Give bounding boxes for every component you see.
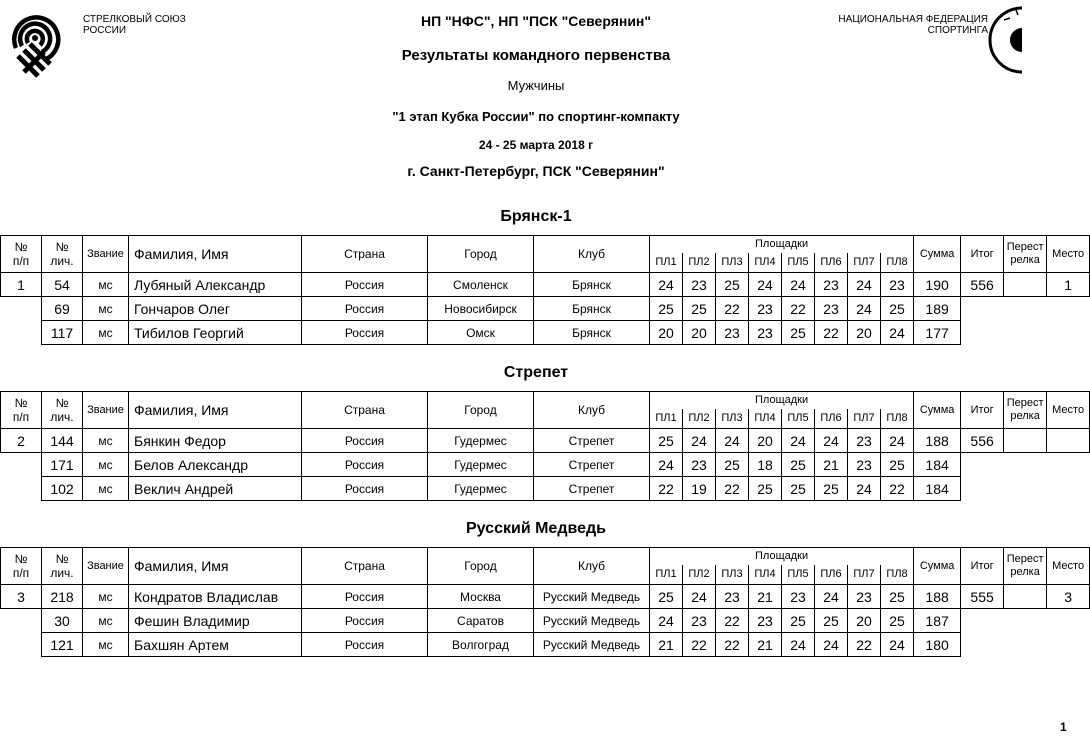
row-empty (1047, 633, 1090, 657)
row-score: 25 (815, 609, 848, 633)
row-rank: мс (83, 609, 129, 633)
row-city: Гудермес (428, 429, 534, 453)
col-shootoff: Перест релка (1004, 392, 1047, 429)
row-empty (1004, 321, 1047, 345)
row-score: 24 (749, 273, 782, 297)
event-location: г. Санкт-Петербург, ПСК "Северянин" (407, 163, 665, 179)
org-title: НП "НФС", НП "ПСК "Северянин" (420, 13, 652, 29)
row-empty (1004, 297, 1047, 321)
row-country: Россия (302, 273, 428, 297)
event-dates: 24 - 25 марта 2018 г (478, 138, 594, 152)
col-name: Фамилия, Имя (129, 236, 302, 273)
row-score: 25 (881, 609, 914, 633)
row-score: 20 (650, 321, 683, 345)
row-rank: мс (83, 297, 129, 321)
col-pl: ПЛ7 (848, 409, 881, 429)
row-club: Стрепет (534, 429, 650, 453)
col-pl: ПЛ3 (716, 253, 749, 273)
row-score: 23 (815, 273, 848, 297)
row-sum: 184 (914, 453, 961, 477)
results-table (0, 547, 1090, 657)
row-score: 23 (683, 453, 716, 477)
col-place: Место (1047, 548, 1090, 585)
row-score: 24 (848, 273, 881, 297)
right-org-line2: СПОРТИНГА (927, 25, 988, 36)
col-name: Фамилия, Имя (129, 548, 302, 585)
row-empty (1047, 609, 1090, 633)
row-name: Лубяный Александр (129, 273, 302, 297)
col-total: Итог (961, 236, 1004, 273)
table-row (1, 273, 1090, 297)
row-score: 24 (683, 585, 716, 609)
table-row (1, 477, 1090, 501)
row-num-empty (1, 633, 42, 657)
right-org-line1: НАЦИОНАЛЬНАЯ ФЕДЕРАЦИЯ (838, 14, 988, 25)
row-lic: 54 (42, 273, 83, 297)
col-pl: ПЛ6 (815, 409, 848, 429)
col-lic: № лич. (42, 392, 83, 429)
row-score: 24 (848, 477, 881, 501)
row-shootoff (1004, 273, 1047, 297)
row-empty (1047, 453, 1090, 477)
row-num-empty (1, 477, 42, 501)
left-org-line2: РОССИИ (83, 25, 127, 36)
row-score: 24 (716, 429, 749, 453)
row-score: 24 (650, 609, 683, 633)
row-city: Омск (428, 321, 534, 345)
row-empty (961, 321, 1004, 345)
team-title: Русский Медведь (466, 520, 606, 537)
row-score: 22 (716, 297, 749, 321)
row-score: 23 (848, 453, 881, 477)
row-score: 24 (881, 429, 914, 453)
col-pl: ПЛ1 (650, 565, 683, 585)
row-country: Россия (302, 633, 428, 657)
row-empty (1004, 453, 1047, 477)
row-score: 24 (815, 585, 848, 609)
row-score: 25 (716, 453, 749, 477)
col-pl: ПЛ8 (881, 253, 914, 273)
row-place: 3 (1047, 585, 1090, 609)
row-city: Волгоград (428, 633, 534, 657)
row-shootoff (1004, 585, 1047, 609)
row-country: Россия (302, 297, 428, 321)
row-empty (1047, 297, 1090, 321)
row-total: 556 (961, 429, 1004, 453)
col-num: № п/п (1, 236, 42, 273)
row-empty (1047, 321, 1090, 345)
col-areas: Площадки (650, 392, 914, 409)
col-shootoff: Перест релка (1004, 236, 1047, 273)
row-score: 22 (716, 633, 749, 657)
col-pl: ПЛ8 (881, 409, 914, 429)
row-score: 22 (650, 477, 683, 501)
row-lic: 171 (42, 453, 83, 477)
row-score: 22 (716, 609, 749, 633)
results-table (0, 235, 1090, 345)
col-rank: Звание (83, 548, 129, 585)
row-num: 3 (1, 585, 42, 609)
row-score: 23 (716, 321, 749, 345)
col-total: Итог (961, 548, 1004, 585)
team-title: Стрепет (503, 364, 569, 381)
row-rank: мс (83, 453, 129, 477)
row-club: Русский Медведь (534, 585, 650, 609)
col-name: Фамилия, Имя (129, 392, 302, 429)
row-score: 20 (749, 429, 782, 453)
row-score: 23 (848, 429, 881, 453)
row-rank: мс (83, 477, 129, 501)
table-row (1, 297, 1090, 321)
row-num-empty (1, 609, 42, 633)
row-shootoff (1004, 429, 1047, 453)
table-row (1, 453, 1090, 477)
row-score: 23 (749, 609, 782, 633)
row-score: 24 (815, 429, 848, 453)
row-club: Русский Медведь (534, 633, 650, 657)
row-name: Тибилов Георгий (129, 321, 302, 345)
row-score: 25 (881, 453, 914, 477)
col-pl: ПЛ5 (782, 253, 815, 273)
row-empty (961, 297, 1004, 321)
row-score: 25 (782, 321, 815, 345)
row-score: 24 (782, 273, 815, 297)
row-score: 20 (848, 609, 881, 633)
row-empty (1004, 609, 1047, 633)
row-sum: 188 (914, 585, 961, 609)
row-score: 21 (749, 585, 782, 609)
row-city: Москва (428, 585, 534, 609)
col-pl: ПЛ5 (782, 409, 815, 429)
row-score: 18 (749, 453, 782, 477)
row-num: 2 (1, 429, 42, 453)
row-name: Белов Александр (129, 453, 302, 477)
row-score: 22 (815, 321, 848, 345)
row-name: Бянкин Федор (129, 429, 302, 453)
row-city: Гудермес (428, 477, 534, 501)
row-club: Брянск (534, 321, 650, 345)
row-rank: мс (83, 429, 129, 453)
row-score: 22 (683, 633, 716, 657)
row-score: 24 (782, 429, 815, 453)
col-club: Клуб (534, 392, 650, 429)
col-lic: № лич. (42, 548, 83, 585)
col-sum: Сумма (914, 548, 961, 585)
row-name: Кондратов Владислав (129, 585, 302, 609)
row-empty (1047, 477, 1090, 501)
doc-title: Результаты командного первенства (401, 47, 671, 64)
row-sum: 180 (914, 633, 961, 657)
col-country: Страна (302, 236, 428, 273)
row-place: 1 (1047, 273, 1090, 297)
left-org-line1: СТРЕЛКОВЫЙ СОЮЗ (83, 14, 186, 25)
team-title: Брянск-1 (500, 208, 572, 225)
row-name: Веклич Андрей (129, 477, 302, 501)
row-total: 555 (961, 585, 1004, 609)
row-score: 25 (650, 297, 683, 321)
row-lic: 117 (42, 321, 83, 345)
row-rank: мс (83, 633, 129, 657)
row-score: 25 (650, 429, 683, 453)
row-score: 25 (782, 609, 815, 633)
row-rank: мс (83, 585, 129, 609)
row-city: Новосибирск (428, 297, 534, 321)
row-score: 24 (650, 453, 683, 477)
page-number: 1 (1060, 720, 1067, 734)
row-country: Россия (302, 321, 428, 345)
col-rank: Звание (83, 392, 129, 429)
row-club: Русский Медведь (534, 609, 650, 633)
row-sum: 187 (914, 609, 961, 633)
col-pl: ПЛ4 (749, 409, 782, 429)
category: Мужчины (507, 78, 565, 93)
row-score: 23 (716, 585, 749, 609)
row-sum: 177 (914, 321, 961, 345)
row-score: 24 (881, 321, 914, 345)
col-shootoff: Перест релка (1004, 548, 1047, 585)
table-row (1, 429, 1090, 453)
row-empty (1004, 633, 1047, 657)
col-num: № п/п (1, 548, 42, 585)
row-score: 24 (815, 633, 848, 657)
row-country: Россия (302, 477, 428, 501)
row-lic: 69 (42, 297, 83, 321)
row-country: Россия (302, 453, 428, 477)
col-pl: ПЛ3 (716, 409, 749, 429)
row-empty (1004, 477, 1047, 501)
row-num: 1 (1, 273, 42, 297)
col-country: Страна (302, 548, 428, 585)
results-table (0, 391, 1090, 501)
row-score: 23 (881, 273, 914, 297)
col-rank: Звание (83, 236, 129, 273)
row-score: 21 (815, 453, 848, 477)
row-score: 22 (716, 477, 749, 501)
row-country: Россия (302, 429, 428, 453)
col-country: Страна (302, 392, 428, 429)
row-score: 22 (782, 297, 815, 321)
col-sum: Сумма (914, 392, 961, 429)
row-club: Стрепет (534, 453, 650, 477)
row-score: 23 (815, 297, 848, 321)
row-sum: 189 (914, 297, 961, 321)
row-score: 23 (683, 273, 716, 297)
col-pl: ПЛ4 (749, 565, 782, 585)
row-score: 21 (749, 633, 782, 657)
col-pl: ПЛ6 (815, 253, 848, 273)
row-empty (961, 609, 1004, 633)
col-pl: ПЛ7 (848, 565, 881, 585)
col-city: Город (428, 548, 534, 585)
row-lic: 30 (42, 609, 83, 633)
event-title: "1 этап Кубка России" по спортинг-компакту (392, 109, 680, 124)
row-name: Фешин Владимир (129, 609, 302, 633)
col-lic: № лич. (42, 236, 83, 273)
col-pl: ПЛ1 (650, 253, 683, 273)
table-row (1, 609, 1090, 633)
table-row (1, 633, 1090, 657)
col-pl: ПЛ6 (815, 565, 848, 585)
row-lic: 102 (42, 477, 83, 501)
row-score: 25 (881, 585, 914, 609)
col-pl: ПЛ8 (881, 565, 914, 585)
row-sum: 188 (914, 429, 961, 453)
row-total: 556 (961, 273, 1004, 297)
row-score: 23 (749, 321, 782, 345)
row-city: Саратов (428, 609, 534, 633)
col-city: Город (428, 392, 534, 429)
col-club: Клуб (534, 548, 650, 585)
row-score: 24 (782, 633, 815, 657)
col-areas: Площадки (650, 548, 914, 565)
row-club: Брянск (534, 273, 650, 297)
row-score: 25 (749, 477, 782, 501)
row-score: 24 (650, 273, 683, 297)
row-score: 25 (815, 477, 848, 501)
row-empty (961, 633, 1004, 657)
row-score: 23 (782, 585, 815, 609)
row-score: 25 (716, 273, 749, 297)
row-city: Смоленск (428, 273, 534, 297)
row-rank: мс (83, 273, 129, 297)
row-empty (961, 477, 1004, 501)
row-sum: 190 (914, 273, 961, 297)
col-pl: ПЛ7 (848, 253, 881, 273)
row-score: 24 (848, 297, 881, 321)
row-city: Гудермес (428, 453, 534, 477)
col-pl: ПЛ3 (716, 565, 749, 585)
row-score: 22 (881, 477, 914, 501)
row-num-empty (1, 321, 42, 345)
col-num: № п/п (1, 392, 42, 429)
row-name: Бахшян Артем (129, 633, 302, 657)
row-club: Стрепет (534, 477, 650, 501)
row-score: 24 (683, 429, 716, 453)
col-pl: ПЛ2 (683, 253, 716, 273)
col-pl: ПЛ2 (683, 409, 716, 429)
row-num-empty (1, 297, 42, 321)
col-place: Место (1047, 236, 1090, 273)
row-empty (961, 453, 1004, 477)
row-score: 25 (782, 477, 815, 501)
row-score: 21 (650, 633, 683, 657)
col-city: Город (428, 236, 534, 273)
col-pl: ПЛ5 (782, 565, 815, 585)
row-country: Россия (302, 609, 428, 633)
row-sum: 184 (914, 477, 961, 501)
col-pl: ПЛ4 (749, 253, 782, 273)
row-num-empty (1, 453, 42, 477)
row-name: Гончаров Олег (129, 297, 302, 321)
col-club: Клуб (534, 236, 650, 273)
row-score: 25 (881, 297, 914, 321)
row-rank: мс (83, 321, 129, 345)
row-place (1047, 429, 1090, 453)
row-club: Брянск (534, 297, 650, 321)
row-country: Россия (302, 585, 428, 609)
row-score: 23 (749, 297, 782, 321)
col-total: Итог (961, 392, 1004, 429)
row-score: 20 (683, 321, 716, 345)
row-score: 25 (650, 585, 683, 609)
col-place: Место (1047, 392, 1090, 429)
row-score: 24 (881, 633, 914, 657)
row-score: 23 (848, 585, 881, 609)
row-lic: 218 (42, 585, 83, 609)
col-areas: Площадки (650, 236, 914, 253)
row-lic: 144 (42, 429, 83, 453)
table-row (1, 585, 1090, 609)
row-lic: 121 (42, 633, 83, 657)
col-pl: ПЛ1 (650, 409, 683, 429)
row-score: 23 (683, 609, 716, 633)
col-pl: ПЛ2 (683, 565, 716, 585)
col-sum: Сумма (914, 236, 961, 273)
row-score: 19 (683, 477, 716, 501)
table-row (1, 321, 1090, 345)
row-score: 20 (848, 321, 881, 345)
row-score: 22 (848, 633, 881, 657)
row-score: 25 (782, 453, 815, 477)
row-score: 25 (683, 297, 716, 321)
